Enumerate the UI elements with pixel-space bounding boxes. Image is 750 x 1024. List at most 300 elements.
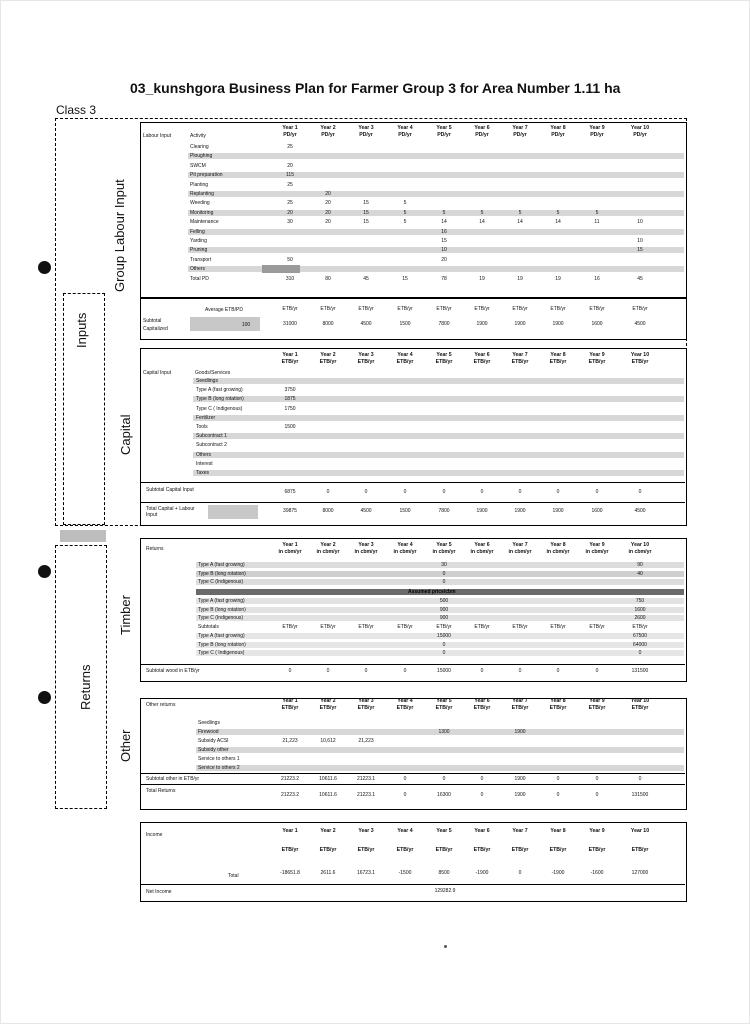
class-label: Class 3 (56, 103, 97, 117)
capital-subtotal-cell: 0 (403, 489, 407, 495)
year-header: Year 6 (474, 352, 490, 358)
binder-hole-middle (38, 565, 51, 578)
unit-header: in cbm/yr (470, 549, 494, 555)
timber-separator (140, 664, 685, 665)
column-label-goods: Goods/Services (195, 370, 231, 376)
unit-header: PD/yr (437, 132, 451, 138)
year-header: Year 5 (436, 125, 452, 131)
year-header: Year 2 (320, 828, 336, 834)
capital-total-cell: 7800 (438, 508, 450, 514)
total-returns-cell: 21223.1 (356, 792, 376, 798)
subtotal-wood-cell: 0 (480, 668, 484, 674)
capital-total-cell: 4500 (634, 508, 646, 514)
subtotal-wood-label: Subtotal wood in ETB/yr (146, 668, 200, 674)
other-separator (140, 784, 685, 785)
section-divider (60, 530, 106, 542)
year-header: Year 4 (397, 698, 413, 704)
total-returns-cell: 0 (403, 792, 407, 798)
unit-header: ETB/yr (588, 359, 606, 365)
assumed-price-label: Assumed price/cbm (408, 589, 456, 595)
unit-header: PD/yr (551, 132, 565, 138)
capital-subtotal-cell: 0 (518, 489, 522, 495)
year-header: Year 1 (282, 352, 298, 358)
capital-label: Capital (118, 414, 133, 455)
unit-cell: ETB/yr (320, 306, 336, 312)
income-total-cell: 0 (518, 870, 522, 876)
labour-cell: 15 (363, 200, 369, 207)
capital-item-label: Interest (196, 460, 213, 467)
capital-item-label: Type C ( Indigenous) (196, 405, 243, 412)
labour-cell: 20 (287, 162, 293, 169)
other-subtotal-label: Subtotal other in ETB/yr (146, 776, 200, 782)
year-header: Year 4 (397, 542, 413, 548)
capital-item-label: Others (196, 451, 212, 458)
subtotal-wood-cell: 0 (326, 668, 330, 674)
labour-cell: 5 (403, 209, 407, 216)
year-header: Year 10 (630, 828, 650, 834)
timber-item-label: Type C (Indigenous) (198, 579, 244, 585)
unit-header: in cbm/yr (316, 549, 340, 555)
labour-cell: 15 (363, 219, 369, 226)
unit-header: ETB/yr (631, 359, 649, 365)
year-header: Year 9 (589, 542, 605, 548)
row-shading (193, 378, 684, 384)
year-header: Year 10 (630, 352, 650, 358)
subtotal-wood-cell: 0 (556, 668, 560, 674)
subtotals-label: Subtotals (198, 624, 219, 630)
unit-header: ETB/yr (511, 847, 529, 853)
other-subtotal-cell: 1900 (514, 776, 526, 782)
unit-cell: ETB/yr (282, 306, 298, 312)
sub-cell: 64000 (633, 641, 647, 648)
year-header: Year 7 (512, 125, 528, 131)
year-header: Year 5 (436, 542, 452, 548)
total-returns-cell: 1900 (514, 792, 526, 798)
year-header: Year 3 (358, 828, 374, 834)
sub-cell: 0 (442, 650, 446, 656)
column-label-capital-input: Capital Input (143, 370, 172, 376)
avg-etb-label: Average ETB/PD (205, 307, 243, 313)
activity-label: Planting (190, 181, 209, 188)
unit-cell: ETB/yr (474, 306, 490, 312)
capital-item-label: Fertilizer (196, 414, 216, 421)
year-header: Year 1 (282, 828, 298, 834)
row-shading (188, 191, 684, 197)
labour-cell: 14 (555, 219, 561, 226)
unit-cell: ETB/yr (512, 306, 528, 312)
capital-item-label: Tools (196, 424, 208, 430)
other-item-label: Seedlings (198, 720, 220, 726)
unit-cell: ETB/yr (397, 624, 413, 630)
labour-cell: 25 (287, 200, 293, 207)
labour-cell: 5 (403, 219, 407, 226)
labour-cell: 20 (325, 191, 331, 197)
unit-header: in cbm/yr (432, 549, 456, 555)
other-subtotal-cell: 21223.1 (356, 776, 376, 782)
capital-cell: 3750 (284, 387, 296, 394)
year-header: Year 6 (474, 542, 490, 548)
year-header: Year 1 (282, 542, 298, 548)
activity-label: Clearing (190, 144, 209, 150)
capital-total-cell: 1900 (476, 508, 488, 514)
activity-label: Monitoring (190, 209, 214, 216)
sub-cell: 67500 (633, 633, 647, 639)
activity-label: Ploughing (190, 153, 213, 160)
unit-cell: ETB/yr (436, 306, 452, 312)
labour-cell: 20 (325, 219, 331, 226)
year-header: Year 10 (630, 698, 650, 704)
sub-cell: 0 (638, 650, 642, 656)
year-header: Year 9 (589, 698, 605, 704)
other-subtotal-cell: 0 (480, 776, 484, 782)
total-returns-cell: 10611.6 (319, 792, 337, 798)
unit-header: ETB/yr (473, 359, 491, 365)
unit-header: ETB/yr (281, 847, 299, 853)
labour-subtotal-cell: 1900 (514, 321, 526, 327)
unit-cell: ETB/yr (397, 306, 413, 312)
unit-header: ETB/yr (319, 847, 337, 853)
unit-header: ETB/yr (435, 359, 453, 365)
income-total-cell: 16723.1 (356, 870, 376, 876)
labour-cell: 19 (555, 275, 561, 282)
other-item-label: Service to others 2 (198, 765, 240, 771)
year-header: Year 2 (320, 698, 336, 704)
capital-item-label: Taxes (196, 470, 210, 476)
column-label-labour-input: Labour Input (143, 133, 172, 139)
labour-cell: 15 (441, 238, 447, 244)
price-item-label: Type C (Indigenous) (198, 615, 244, 621)
labour-cell: 5 (595, 209, 599, 216)
unit-header: ETB/yr (396, 705, 414, 711)
unit-header: ETB/yr (357, 359, 375, 365)
year-header: Year 2 (320, 352, 336, 358)
price-cell: 750 (635, 598, 645, 604)
labour-cell: 10 (441, 247, 447, 254)
other-subtotal-cell: 0 (442, 776, 446, 782)
unit-header: ETB/yr (549, 847, 567, 853)
subtotal-wood-cell: 0 (403, 668, 407, 674)
other-cell: 10,612 (320, 738, 336, 744)
total-returns-cell: 0 (556, 792, 560, 798)
unit-cell: ETB/yr (550, 624, 566, 630)
other-subtotal-cell: 0 (595, 776, 599, 782)
other-subtotal-cell: 10611.6 (319, 776, 337, 782)
year-header: Year 1 (282, 698, 298, 704)
unit-header: ETB/yr (631, 847, 649, 853)
year-header: Year 9 (589, 125, 605, 131)
year-header: Year 2 (320, 125, 336, 131)
column-label-activity: Activity (190, 133, 206, 139)
page-dot (444, 945, 447, 948)
activity-label: Maintenance (190, 219, 219, 226)
labour-subtotal-cell: 31000 (283, 321, 297, 327)
labour-cell: 15 (363, 209, 369, 216)
total-returns-cell: 0 (480, 792, 484, 798)
capital-subtotal-cell: 0 (480, 489, 484, 495)
total-capital-shading (208, 505, 258, 519)
year-header: Year 10 (630, 542, 650, 548)
unit-header: ETB/yr (631, 705, 649, 711)
total-capital-label: Total Capital + Labour Input (146, 506, 195, 518)
row-shading (193, 470, 684, 476)
capital-item-label: Type A (fast growing) (196, 387, 243, 394)
year-header: Year 3 (358, 125, 374, 131)
activity-label: Replanting (190, 191, 214, 197)
row-shading (188, 172, 684, 178)
other-subtotal-cell: 0 (556, 776, 560, 782)
total-returns-cell: 0 (595, 792, 599, 798)
sub-cell: 0 (442, 641, 446, 648)
unit-header: in cbm/yr (585, 549, 609, 555)
capital-total-cell: 1900 (552, 508, 564, 514)
labour-cell: 10 (637, 238, 643, 244)
price-cell: 900 (439, 606, 449, 613)
capital-separator (140, 482, 685, 483)
capital-total-cell: 1900 (514, 508, 526, 514)
unit-cell: ETB/yr (474, 624, 490, 630)
capital-subtotal-cell: 0 (556, 489, 560, 495)
capital-total-cell: 39875 (283, 508, 297, 514)
unit-header: in cbm/yr (628, 549, 652, 555)
labour-cell: 50 (287, 256, 293, 263)
unit-header: ETB/yr (396, 847, 414, 853)
unit-header: ETB/yr (435, 847, 453, 853)
capital-total-cell: 4500 (360, 508, 372, 514)
total-returns-cell: 21223.2 (280, 792, 300, 798)
activity-label: Pit preparation (190, 172, 223, 179)
capital-subtotal-cell: 0 (595, 489, 599, 495)
activity-label: Weeding (190, 200, 210, 207)
sub-item-label: Type B (long rotation) (198, 641, 246, 648)
labour-cell: 14 (441, 219, 447, 226)
labour-subtotal-cell: 8000 (322, 321, 334, 327)
activity-label: Transport (190, 256, 212, 263)
capital-total-cell: 8000 (322, 508, 334, 514)
activity-label: Pruning (190, 247, 208, 254)
subtotal-label: Subtotal (143, 318, 162, 324)
income-total-cell: -1900 (475, 870, 489, 876)
sub-item-label: Type A (fast growing) (198, 633, 245, 639)
labour-cell: 5 (556, 209, 560, 216)
price-item-label: Type A (fast growing) (198, 598, 245, 604)
price-cell: 1600 (634, 606, 646, 613)
year-header: Year 5 (436, 698, 452, 704)
year-header: Year 9 (589, 352, 605, 358)
year-header: Year 4 (397, 828, 413, 834)
inputs-label: Inputs (74, 312, 89, 348)
labour-subtotal-cell: 1500 (399, 321, 411, 327)
other-cell: 21,223 (282, 738, 298, 744)
year-header: Year 8 (550, 698, 566, 704)
year-header: Year 5 (436, 828, 452, 834)
avg-value: 100 (241, 322, 251, 328)
labour-cell: 15 (637, 247, 643, 254)
unit-header: in cbm/yr (393, 549, 417, 555)
year-header: Year 7 (512, 698, 528, 704)
other-item-label: Service to others 1 (198, 756, 240, 762)
subtotal-wood-cell: 0 (288, 668, 292, 674)
group-labour-input-label: Group Labour Input (112, 179, 127, 292)
row-shading (193, 433, 684, 439)
row-shading (188, 153, 684, 159)
labour-cell: 14 (479, 219, 485, 226)
labour-cell: 78 (441, 275, 447, 282)
year-header: Year 8 (550, 542, 566, 548)
income-total-cell: -1600 (590, 870, 604, 876)
labour-cell: 15 (402, 275, 408, 282)
subtotal-wood-cell: 0 (518, 668, 522, 674)
year-header: Year 7 (512, 828, 528, 834)
unit-header: PD/yr (475, 132, 489, 138)
other-returns-label: Other returns (146, 702, 176, 708)
capital-subtotal-cell: 6875 (284, 489, 296, 495)
labour-cell: 310 (285, 275, 295, 282)
capital-subtotal-cell: 0 (638, 489, 642, 495)
unit-header: ETB/yr (511, 359, 529, 365)
income-total-cell: 2611.6 (320, 870, 336, 876)
returns-label: Returns (78, 664, 93, 710)
unit-cell: ETB/yr (358, 624, 374, 630)
other-item-label: Firewood (198, 729, 219, 735)
year-header: Year 5 (436, 352, 452, 358)
labour-subtotal-cell: 4500 (634, 321, 646, 327)
year-header: Year 6 (474, 698, 490, 704)
capital-item-label: Seedlings (196, 378, 218, 384)
income-total-cell: 127000 (631, 870, 649, 876)
labour-cell: 5 (518, 209, 522, 216)
total-label: Total (228, 873, 239, 879)
labour-cell: 5 (480, 209, 484, 216)
unit-header: ETB/yr (549, 705, 567, 711)
unit-header: PD/yr (359, 132, 373, 138)
unit-cell: ETB/yr (512, 624, 528, 630)
sub-item-label: Type C ( Indigenous) (198, 650, 245, 656)
activity-label: Felling (190, 228, 205, 235)
labour-cell: 14 (517, 219, 523, 226)
year-header: Year 7 (512, 352, 528, 358)
labour-cell: 30 (287, 219, 293, 226)
year-header: Year 1 (282, 125, 298, 131)
other-cell: 21,223 (358, 738, 374, 744)
unit-header: ETB/yr (281, 359, 299, 365)
subtotal-wood-cell: 0 (364, 668, 368, 674)
unit-header: ETB/yr (473, 847, 491, 853)
income-label: Income (146, 832, 163, 838)
capital-separator (140, 502, 685, 503)
subtotal-wood-cell: 131500 (631, 668, 649, 674)
capital-total-cell: 1500 (399, 508, 411, 514)
labour-subtotal-cell: 7800 (438, 321, 450, 327)
timber-item-label: Type B (long rotation) (198, 570, 246, 577)
capital-total-cell: 1600 (591, 508, 603, 514)
capital-item-label: Type B (long rotation) (196, 396, 244, 403)
timber-cell: 30 (441, 562, 447, 568)
unit-header: ETB/yr (588, 705, 606, 711)
timber-cell: 0 (442, 570, 446, 577)
net-income-value: 129282.9 (434, 888, 456, 894)
unit-cell: ETB/yr (320, 624, 336, 630)
other-subtotal-cell: 21223.2 (280, 776, 300, 782)
other-label: Other (118, 729, 133, 762)
unit-cell: ETB/yr (589, 624, 605, 630)
unit-header: in cbm/yr (278, 549, 302, 555)
labour-cell: 25 (287, 144, 293, 150)
unit-header: PD/yr (283, 132, 297, 138)
year-header: Year 4 (397, 352, 413, 358)
unit-header: ETB/yr (511, 705, 529, 711)
other-subtotal-cell: 0 (403, 776, 407, 782)
capital-subtotal-cell: 0 (442, 489, 446, 495)
labour-cell: 16 (594, 275, 600, 282)
capital-subtotal-cell: 0 (364, 489, 368, 495)
labour-cell: 20 (325, 209, 331, 216)
labour-cell: 20 (441, 256, 447, 263)
labour-subtotal-cell: 1600 (591, 321, 603, 327)
labour-subtotal-cell: 4500 (360, 321, 372, 327)
income-separator (140, 884, 685, 885)
labour-cell: 115 (286, 172, 294, 179)
labour-cell: 11 (594, 219, 600, 226)
other-item-label: Subsidy other (198, 747, 229, 753)
unit-header: ETB/yr (473, 705, 491, 711)
year-header: Year 6 (474, 828, 490, 834)
capital-item-label: Subcontract 2 (196, 442, 227, 449)
capital-subtotal-label: Subtotal Capital Input (146, 487, 194, 493)
unit-header: PD/yr (513, 132, 527, 138)
price-cell: 900 (439, 615, 449, 621)
activity-label: Yarding (190, 238, 207, 244)
labour-cell: 45 (363, 275, 369, 282)
year-header: Year 4 (397, 125, 413, 131)
year-header: Year 6 (474, 125, 490, 131)
unit-cell: ETB/yr (282, 624, 298, 630)
unit-header: ETB/yr (357, 705, 375, 711)
timber-cell: 0 (442, 579, 446, 585)
labour-cell: 25 (287, 181, 293, 188)
unit-header: ETB/yr (319, 359, 337, 365)
year-header: Year 9 (589, 828, 605, 834)
price-item-label: Type B (long rotation) (198, 606, 246, 613)
unit-cell: ETB/yr (632, 624, 648, 630)
year-header: Year 3 (358, 698, 374, 704)
unit-header: ETB/yr (435, 705, 453, 711)
labour-cell: 20 (325, 200, 331, 207)
unit-header: PD/yr (590, 132, 604, 138)
labour-cell: 5 (403, 200, 407, 207)
unit-cell: ETB/yr (436, 624, 452, 630)
other-cell: 1300 (438, 729, 450, 735)
labour-cell: 5 (442, 209, 446, 216)
row-shading (193, 452, 684, 458)
year-header: Year 2 (320, 542, 336, 548)
labour-cell: 45 (637, 275, 643, 282)
year-header: Year 8 (550, 352, 566, 358)
total-returns-label: Total Returns (146, 788, 176, 794)
income-total-cell: -18651.8 (280, 870, 300, 876)
labour-subtotal-cell: 1900 (476, 321, 488, 327)
timber-cell: 40 (637, 570, 643, 577)
other-subtotal-cell: 0 (638, 776, 642, 782)
unit-header: in cbm/yr (354, 549, 378, 555)
unit-header: PD/yr (321, 132, 335, 138)
capital-item-label: Subcontract 1 (196, 433, 227, 440)
other-separator (140, 773, 685, 774)
unit-header: ETB/yr (357, 847, 375, 853)
year-header: Year 3 (358, 542, 374, 548)
capital-cell: 1875 (284, 396, 296, 403)
year-header: Year 7 (512, 542, 528, 548)
income-total-cell: -1900 (551, 870, 565, 876)
